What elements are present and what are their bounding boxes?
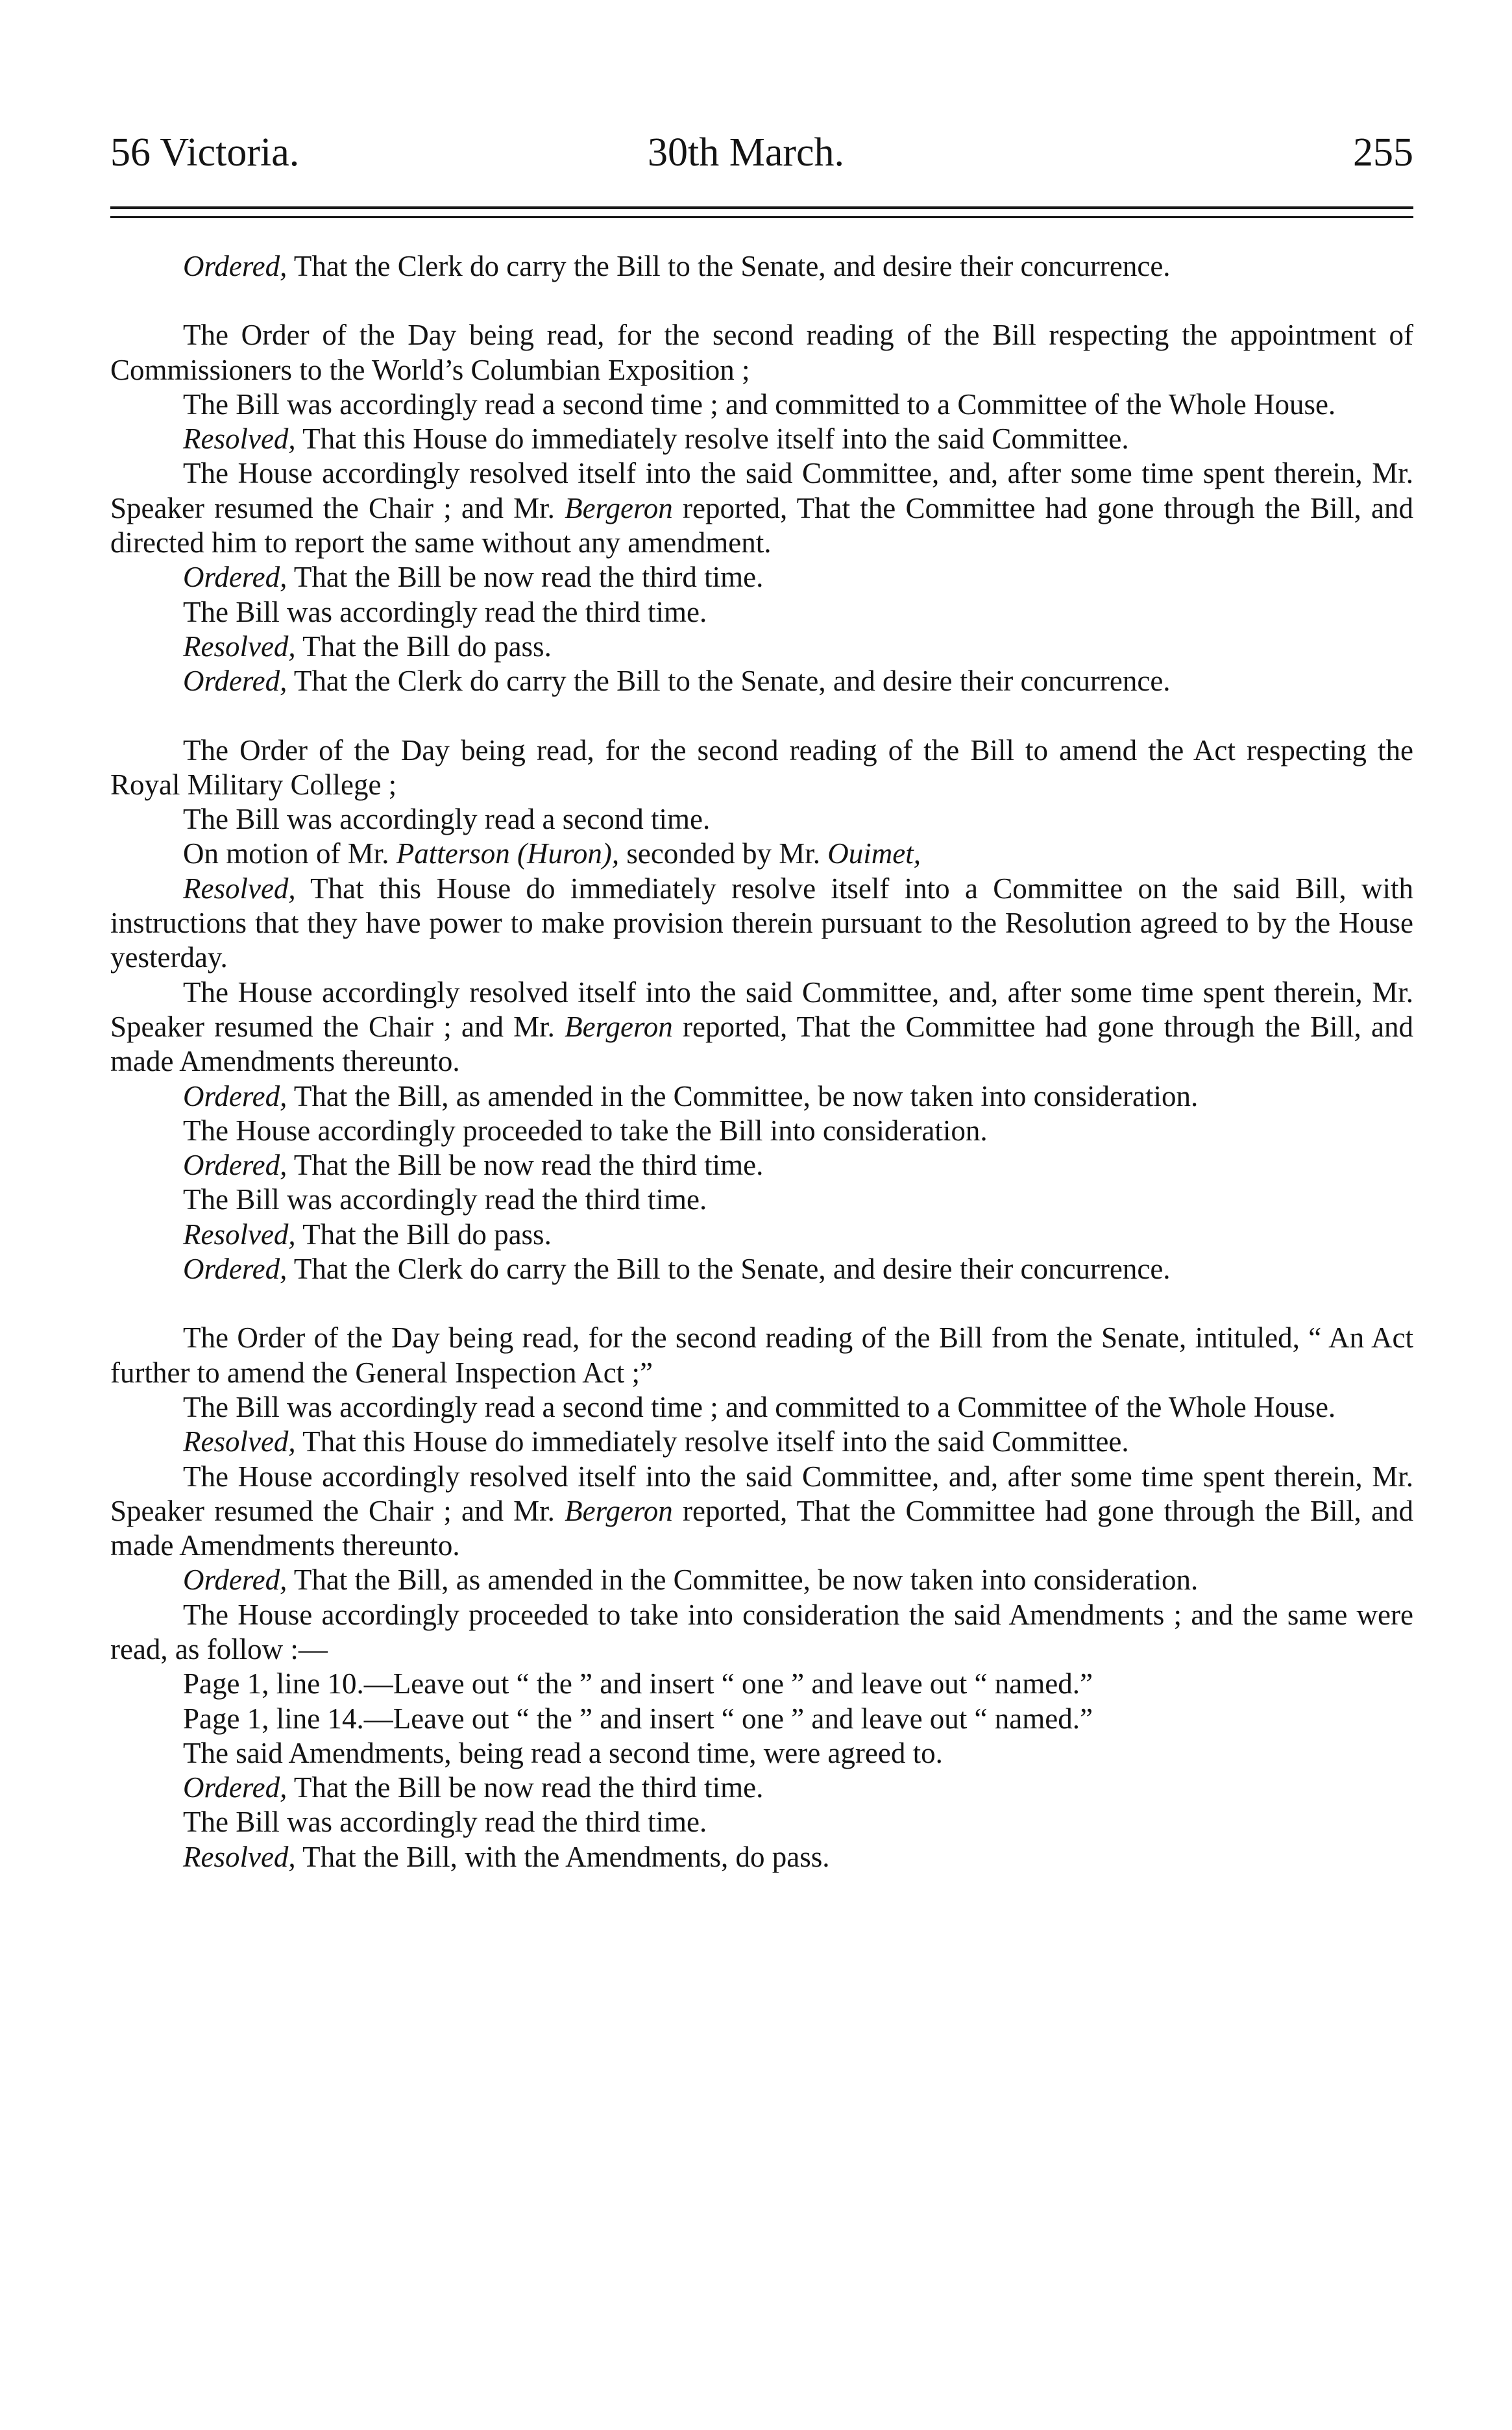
paragraph: The Bill was accordingly read the third time. xyxy=(183,1183,707,1216)
page-number: 255 xyxy=(1353,130,1413,175)
paragraph: Resolved, That the Bill do pass. xyxy=(183,1218,552,1251)
paragraph: The Bill was accordingly read the third time. xyxy=(183,595,707,628)
paragraph: The Order of the Day being read, for the second reading of the Bill respecting the appointment of Commissioners to the World’s Columbian Exposition ; xyxy=(110,319,1413,386)
paragraph: The House accordingly proceeded to take the Bill into consideration. xyxy=(183,1114,988,1147)
paragraph: Resolved, That this House do immediately resolve itself into the said Committee. xyxy=(183,423,1129,456)
running-header xyxy=(110,127,1413,178)
journal-body xyxy=(110,249,1413,1874)
paragraph: The House accordingly resolved itself into the said Committee, and, after some time spent therein, Mr. Speaker resumed the Chair ; and Mr. Bergeron reported, That the Committee had gone through the Bill, and made Amendments thereunto. xyxy=(110,976,1413,1078)
paragraph: The Bill was accordingly read a second time ; and committed to a Committee of the Whole House. xyxy=(183,387,1336,421)
paragraph: Resolved, That the Bill, with the Amendments, do pass. xyxy=(183,1840,830,1873)
paragraph: The House accordingly resolved itself into the said Committee, and, after some time spent therein, Mr. Speaker resumed the Chair ; and Mr. Bergeron reported, That the Committee had gone through the Bill, and directed him to report the same without any amendment. xyxy=(110,457,1413,559)
paragraph: The Bill was accordingly read the third time. xyxy=(183,1806,707,1839)
paragraph: Resolved, That this House do immediately resolve itself into a Committee on the said Bill, with instructions that they have power to make provision therein pursuant to the Resolution agreed to by the House yesterday. xyxy=(110,872,1413,974)
paragraph: The Bill was accordingly read a second time. xyxy=(183,803,711,836)
paragraph: Ordered, That the Bill be now read the third time. xyxy=(183,561,764,594)
paragraph: Page 1, line 10.—Leave out “ the ” and insert “ one ” and leave out “ named.” xyxy=(183,1667,1093,1700)
paragraph: Ordered, That the Bill, as amended in the Committee, be now taken into consideration. xyxy=(183,1564,1199,1597)
paragraph: Ordered, That the Bill be now read the third time. xyxy=(183,1149,764,1182)
header-regnal-year: 56 Victoria. xyxy=(110,130,300,175)
paragraph: Ordered, That the Clerk do carry the Bill to the Senate, and desire their concurrence. xyxy=(183,665,1171,698)
paragraph: Ordered, That the Clerk do carry the Bill to the Senate, and desire their concurrence. xyxy=(183,250,1171,282)
header-rule-top xyxy=(110,206,1413,209)
paragraph: Page 1, line 14.—Leave out “ the ” and insert “ one ” and leave out “ named.” xyxy=(183,1702,1093,1735)
paragraph: The Bill was accordingly read a second time ; and committed to a Committee of the Whole House. xyxy=(183,1390,1336,1423)
paragraph: The Order of the Day being read, for the second reading of the Bill to amend the Act respecting the Royal Military College ; xyxy=(110,733,1413,801)
paragraph: The House accordingly resolved itself into the said Committee, and, after some time spent therein, Mr. Speaker resumed the Chair ; and Mr. Bergeron reported, That the Committee had gone through the Bill, and made Amendments thereunto. xyxy=(110,1460,1413,1562)
paragraph: Resolved, That this House do immediately resolve itself into the said Committee. xyxy=(183,1425,1129,1458)
paragraph: On motion of Mr. Patterson (Huron), seconded by Mr. Ouimet, xyxy=(183,837,921,870)
paragraph: The House accordingly proceeded to take into consideration the said Amendments ; and the same were read, as follow :— xyxy=(110,1598,1413,1665)
paragraph: Ordered, That the Clerk do carry the Bill to the Senate, and desire their concurrence. xyxy=(183,1253,1171,1286)
paragraph: Ordered, That the Bill be now read the third time. xyxy=(183,1771,764,1804)
header-date: 30th March. xyxy=(648,130,845,175)
paragraph: Ordered, That the Bill, as amended in the Committee, be now taken into consideration. xyxy=(183,1079,1199,1112)
paragraph: The said Amendments, being read a second time, were agreed to. xyxy=(183,1736,943,1769)
header-rule-bottom xyxy=(110,216,1413,218)
paragraph: The Order of the Day being read, for the second reading of the Bill from the Senate, intituled, “ An Act further to amend the General Inspection Act ;” xyxy=(110,1321,1413,1389)
paragraph: Resolved, That the Bill do pass. xyxy=(183,630,552,663)
